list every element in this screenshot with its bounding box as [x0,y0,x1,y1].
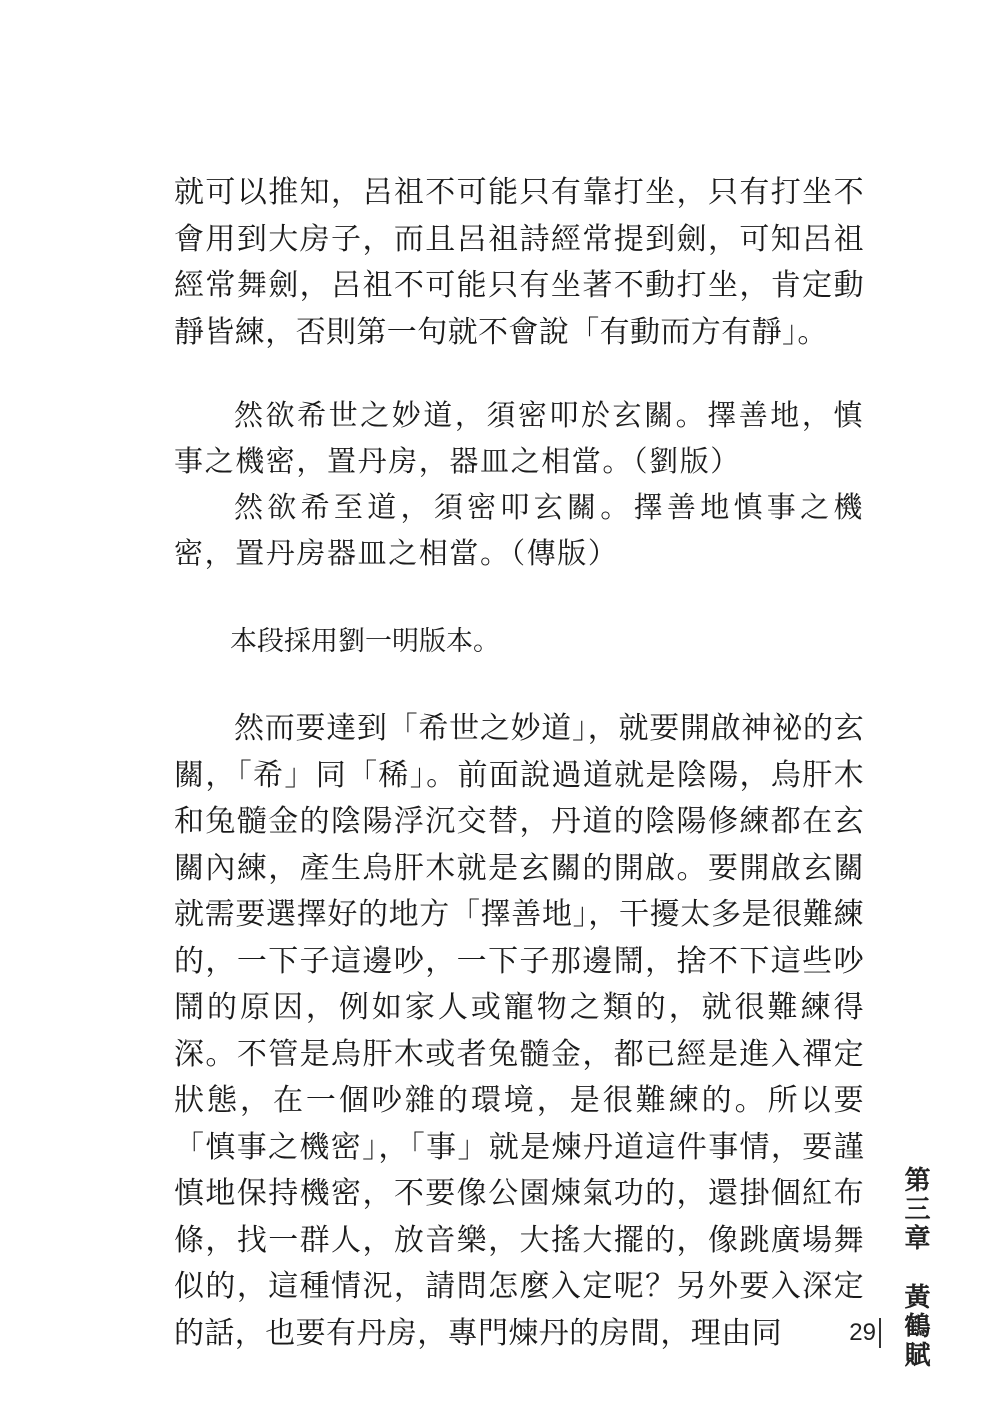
page-number: 29 [849,1319,876,1346]
quote-fu-version: 然欲希至道，須密叩玄關。擇善地慎事之機密，置丹房器皿之相當。（傳版） [174,490,864,570]
version-note: 本段採用劉一明版本。 [230,626,500,657]
body-paragraph: 然而要達到「希世之妙道」，就要開啟神祕的玄關，「希」同「稀」。前面說過道就是陰陽，烏肝木和兔髓金的陰陽浮沉交替，丹道的陰陽修練都在玄關內練，產生烏肝木就是玄關的開啟。要開啟玄關就需要選擇好的地方「擇善地」，干擾太多是很難練的，一下子這邊吵，一下子那邊鬧，捨不下這些吵鬧的原因，例如家人或寵物之類的，就很難練得深。不管是烏肝木或者兔髓金，都已經是進入禪定狀態，在一個吵雜的環境，是很難練的。所以要「慎事之機密」，「事」就是煉丹道這件事情，要謹慎地保持機密，不要像公園煉氣功的，還掛個紅布條，找一群人，放音樂，大搖大擺的，像跳廣場舞似的，這種情況，請問怎麼入定呢？另外要入深定的話，也要有丹房，專門煉丹的房間，理由同 [174,711,864,1351]
body-paragraph: 就可以推知，呂祖不可能只有靠打坐，只有打坐不會用到大房子，而且呂祖詩經常提到劍，可知呂祖經常舞劍，呂祖不可能只有坐著不動打坐，肯定動靜皆練，否則第一句就不會說「有動而方有靜」。 [174,175,864,350]
chapter-running-head [892,1166,932,1370]
body-section-2 [174,706,864,1357]
note-section [174,622,864,662]
body-section-1 [174,170,864,356]
chapter-label: 第三章 [900,1166,930,1253]
page-number-divider [879,1318,881,1348]
quote-liu-version: 然欲希世之妙道，須密叩於玄關。擇善地，慎事之機密，置丹房，器皿之相當。（劉版） [174,398,864,478]
quote-section [174,392,864,576]
chapter-title: 黃鶴賦 [900,1283,930,1370]
